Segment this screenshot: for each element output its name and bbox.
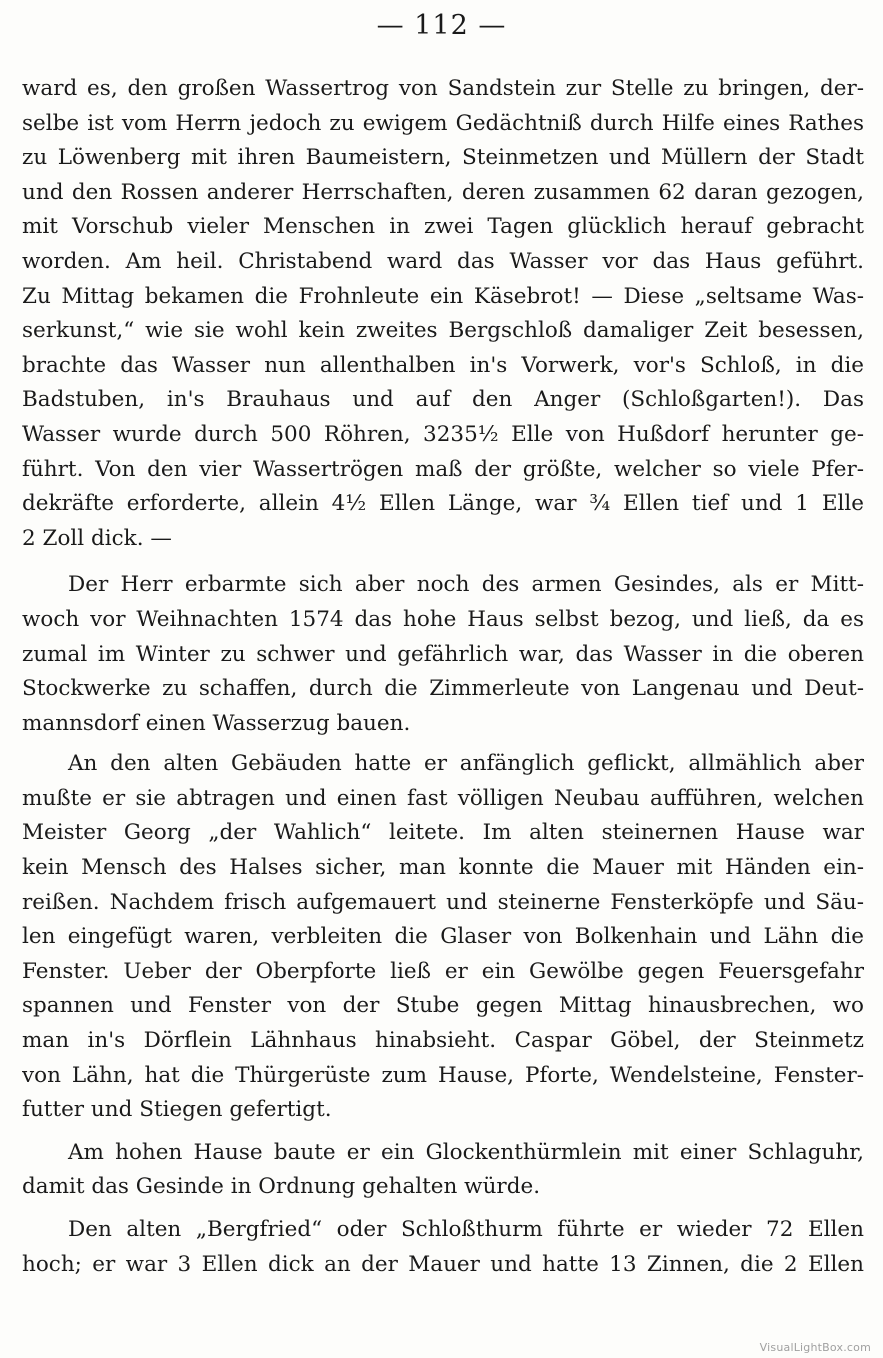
text-line: Badstuben, in's Brauhaus und auf den Anger (Schloßgarten!). Das: [22, 387, 864, 413]
text-line: spannen und Fenster von der Stube gegen Mittag hinausbrechen, wo: [22, 993, 864, 1019]
text-line: woch vor Weihnachten 1574 das hohe Haus selbst bezog, und ließ, da es: [22, 606, 864, 632]
text-line: Den alten „Bergfried“ oder Schloßthurm führte er wieder 72 Ellen: [68, 1217, 864, 1242]
text-line: und den Rossen anderer Herrschaften, deren zusammen 62 daran gezogen,: [22, 179, 864, 205]
paragraph-wasserzug: [22, 568, 864, 741]
text-line: Zu Mittag bekamen die Frohnleute ein Käsebrot! — Diese „seltsame Was-: [22, 283, 864, 309]
text-line: führt. Von den vier Wassertrögen maß der größte, welcher so viele Pfer-: [22, 456, 864, 482]
text-line: mannsdorf einen Wasserzug bauen.: [22, 710, 411, 736]
text-line: Wasser wurde durch 500 Röhren, 3235½ Elle von Hußdorf herunter ge-: [22, 421, 864, 447]
body-text: [22, 72, 864, 1282]
paragraph-neubau: [22, 747, 864, 1128]
text-line: mußte er sie abtragen und einen fast völligen Neubau aufführen, welchen: [22, 785, 864, 811]
text-line: Der Herr erbarmte sich aber noch des armen Gesindes, als er Mitt-: [68, 572, 864, 598]
text-line: An den alten Gebäuden hatte er anfänglich geflickt, allmählich aber: [68, 751, 864, 777]
watermark: VisualLightBox.com: [759, 1341, 871, 1354]
paragraph-gap: [22, 556, 864, 568]
text-line: Stockwerke zu schaffen, durch die Zimmerleute von Langenau und Deut-: [22, 676, 864, 702]
text-line: Am hohen Hause baute er ein Glockenthürmlein mit einer Schlaguhr,: [68, 1139, 864, 1165]
text-line: selbe ist vom Herrn jedoch zu ewigem Gedächtniß durch Hilfe eines Rathes: [22, 110, 864, 136]
text-line: zu Löwenberg mit ihren Baumeistern, Steinmetzen und Müllern der Stadt: [22, 145, 864, 171]
text-line: man in's Dörflein Lähnhaus hinabsieht. Caspar Göbel, der Steinmetz: [22, 1028, 864, 1054]
text-line: von Lähn, hat die Thürgerüste zum Hause, Pforte, Wendelsteine, Fenster-: [22, 1062, 864, 1088]
text-line: Meister Georg „der Wahlich“ leitete. Im alten steinernen Hause war: [22, 820, 864, 846]
text-line: Fenster. Ueber der Oberpforte ließ er ein Gewölbe gegen Feuersgefahr: [22, 958, 864, 984]
text-line: mit Vorschub vieler Menschen in zwei Tagen glücklich herauf gebracht: [22, 214, 864, 240]
text-line: worden. Am heil. Christabend ward das Wasser vor das Haus geführt.: [22, 248, 864, 274]
text-line: brachte das Wasser nun allenthalben in's Vorwerk, vor's Schloß, in die: [22, 352, 864, 378]
paragraph-water-trough: [22, 72, 864, 556]
text-line: hoch; er war 3 Ellen dick an der Mauer und hatte 13 Zinnen, die 2 Ellen: [22, 1251, 864, 1277]
text-line: futter und Stiegen gefertigt.: [22, 1097, 332, 1123]
paragraph-glockenthuermlein: [22, 1136, 864, 1205]
text-line: 2 Zoll dick. —: [22, 525, 172, 551]
text-line: dekräfte erforderte, allein 4½ Ellen Länge, war ¾ Ellen tief und 1 Elle: [22, 491, 864, 517]
paragraph-gap: [22, 1205, 864, 1213]
text-line: ward es, den großen Wassertrog von Sandstein zur Stelle zu bringen, der-: [22, 76, 864, 101]
paragraph-gap: [22, 1128, 864, 1136]
text-line: damit das Gesinde in Ordnung gehalten würde.: [22, 1174, 541, 1200]
text-line: kein Mensch des Halses sicher, man konnte die Mauer mit Händen ein-: [22, 855, 864, 881]
text-line: zumal im Winter zu schwer und gefährlich war, das Wasser in die oberen: [22, 641, 864, 667]
page-number: — 112 —: [376, 10, 507, 41]
text-line: reißen. Nachdem frisch aufgemauert und steinerne Fensterköpfe und Säu-: [22, 889, 864, 915]
text-line: serkunst,“ wie sie wohl kein zweites Bergschloß damaliger Zeit besessen,: [22, 318, 864, 344]
paragraph-bergfried: [22, 1213, 864, 1282]
text-line: len eingefügt waren, verbleiten die Glaser von Bolkenhain und Lähn die: [22, 924, 864, 950]
